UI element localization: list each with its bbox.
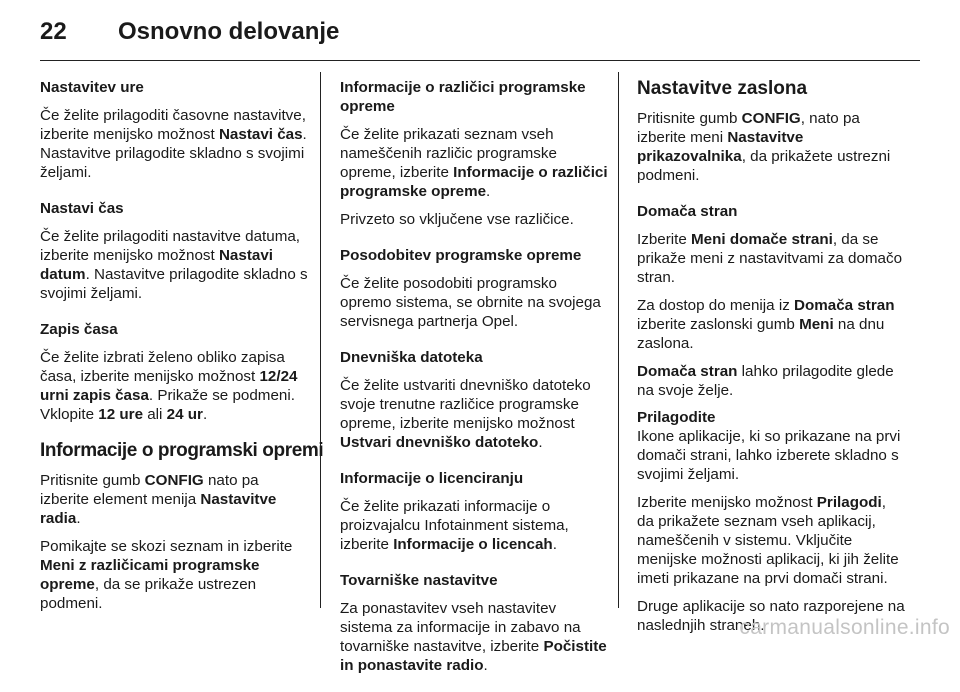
section-time-format [40,320,308,424]
column-divider-2 [618,72,619,608]
section-text: Za ponastavitev vseh nastavitev sistema za informacije in zabavo na tovarniške nastavitve, izberite Počistite in ponastavite radio. [340,600,607,674]
section-heading: Domača stran [637,203,738,220]
section-factory-settings [340,571,608,675]
section-set-date [40,199,308,303]
column-divider-1 [320,72,321,608]
section-text: Za dostop do menija iz Domača stran izberite zaslonski gumb Meni na dnu zaslona. [637,297,895,352]
section-main-heading: Informacije o programski opremi [40,440,324,461]
section-text: Privzeto so vključene vse različice. [340,211,574,228]
section-software-update [340,246,608,331]
section-main-heading: Nastavitve zaslona [637,78,808,99]
section-text: Izberite Meni domače strani, da se prikaže meni z nastavitvami za domačo stran. [637,231,903,286]
section-text: Pritisnite gumb CONFIG nato pa izberite element menija Nastavitve radia. [40,472,277,527]
watermark: carmanualsonline.info [739,616,950,639]
section-text: Ikone aplikacije, ki so prikazane na prvi domači strani, lahko izberete skladno s svojimi željami. [637,428,901,483]
section-heading: Nastavi čas [40,200,124,217]
section-text: Če želite prikazati informacije o proizvajalcu Infotainment sistema, izberite Informacije o licencah. [340,498,569,553]
section-heading: Zapis časa [40,321,118,338]
section-software-info [40,440,324,613]
column-1 [40,78,324,630]
section-text: Če želite izbrati želeno obliko zapisa časa, izberite menijsko možnost 12/24 urni zapis časa. Prikaže se podmeni. Vklopite 12 ure ali 24 ur. [40,349,298,423]
section-home-page [637,202,905,400]
section-text: Pomikajte se skozi seznam in izberite Meni z različicami programske opreme, da se prikaže ustrezen podmeni. [40,538,293,612]
page-number: 22 [40,18,67,45]
section-software-version-info [340,78,608,229]
section-heading: Posodobitev programske opreme [340,247,582,264]
section-log-file [340,348,608,452]
column-3 [637,78,905,652]
section-time-settings [40,78,308,182]
section-customize [637,408,905,635]
column-2 [340,78,608,692]
section-text: Druge aplikacije so nato razporejene na naslednjih straneh. [637,598,905,634]
header-divider [40,60,920,61]
section-licensing-info [340,469,608,554]
section-text: Domača stran lahko prilagodite glede na svoje želje. [637,363,894,399]
section-heading: Nastavitev ure [40,79,144,96]
page-title: Osnovno delovanje [118,18,340,45]
section-text: Če želite prilagoditi nastavitve datuma, izberite menijsko možnost Nastavi datum. Nastavitve prilagodite skladno s svojimi željami. [40,228,308,302]
section-text: Če želite ustvariti dnevniško datoteko svoje trenutne različice programske opreme, izberite menijsko možnost Ustvari dnevniško datoteko. [340,377,591,451]
section-text: Če želite posodobiti programsko opremo sistema, se obrnite na svojega servisnega partnerja Opel. [340,275,601,330]
section-display-settings [637,78,905,185]
section-heading: Prilagodite [637,409,716,426]
section-text: Če želite prikazati seznam vseh nameščenih različic programske opreme, izberite Informacije o različici programske opreme. [340,126,608,200]
section-text: Pritisnite gumb CONFIG, nato pa izberite meni Nastavitve prikazovalnika, da prikažete ustrezni podmeni. [637,110,891,184]
section-text: Če želite prilagoditi časovne nastavitve, izberite menijsko možnost Nastavi čas. Nastavitve prilagodite skladno s svojimi željami. [40,107,307,181]
section-heading: Tovarniške nastavitve [340,572,498,589]
section-text: Izberite menijsko možnost Prilagodi, da prikažete seznam vseh aplikacij, nameščenih v sistemu. Vključite menijske možnosti aplikacij, ki jih želite imeti prikazane na prvi domači strani. [637,494,899,587]
section-heading: Dnevniška datoteka [340,349,483,366]
section-heading: Informacije o različici programske opreme [340,79,586,115]
section-heading: Informacije o licenciranju [340,470,524,487]
page-header [40,14,920,54]
